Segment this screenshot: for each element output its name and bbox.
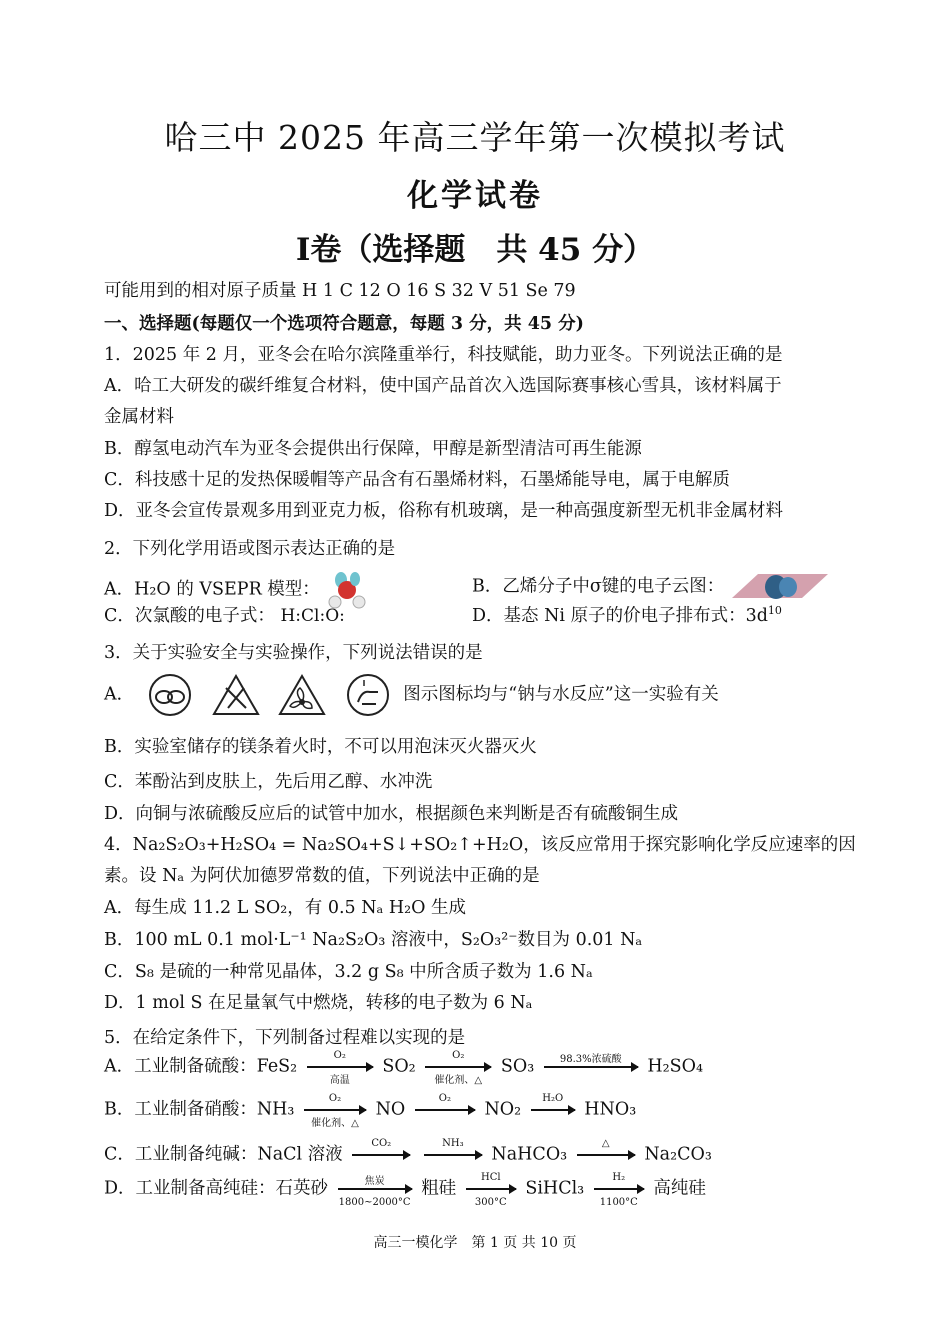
q5-option-a: A．工业制备硫酸：FeS₂ O₂ 高温 SO₂ O₂ 催化剂、△ SO₃ 98.3%浓硫酸 H₂SO₄	[104, 1050, 704, 1086]
q3-stem: 3．关于实验安全与实验操作，下列说法错误的是	[104, 643, 483, 663]
q5-option-b: B．工业制备硝酸：NH₃ O₂ 催化剂、△ NO O₂ NO₂ H₂O HNO₃	[104, 1093, 637, 1129]
arrow-icon	[304, 1109, 366, 1111]
q4-stem-cont: 素。设 Nₐ 为阿伏加德罗常数的值，下列说法中正确的是	[104, 866, 540, 886]
arrow-icon	[544, 1066, 638, 1068]
q3-option-a: A． 图示图标均与“钠与水反应”这一实验有关	[104, 672, 719, 718]
q1-stem: 1．2025 年 2 月，亚冬会在哈尔滨隆重举行，科技赋能，助力亚冬。下列说法正确的是	[104, 345, 783, 365]
arrow-icon	[352, 1154, 410, 1156]
q4-option-d: D．1 mol S 在足量氧气中燃烧，转移的电子数为 6 Nₐ	[104, 993, 533, 1013]
arrow-icon	[466, 1188, 516, 1190]
q4-option-b: B．100 mL 0.1 mol·L⁻¹ Na₂S₂O₃ 溶液中，S₂O₃²⁻数目为 0.01 Nₐ	[104, 930, 643, 950]
arrow-icon	[425, 1066, 491, 1068]
q2-stem: 2．下列化学用语或图示表达正确的是	[104, 539, 396, 559]
q4-option-c: C．S₈ 是硫的一种常见晶体，3.2 g S₈ 中所含质子数为 1.6 Nₐ	[104, 962, 593, 982]
q5-option-c: C．工业制备纯碱：NaCl 溶液 CO₂ NH₃ NaHCO₃ △ Na₂CO₃	[104, 1138, 712, 1165]
arrow-icon	[424, 1154, 482, 1156]
arrow-icon	[415, 1109, 475, 1111]
q3-option-c: C．苯酚沾到皮肤上，先后用乙醇、水冲洗	[104, 772, 433, 792]
wash-hands-icon	[342, 672, 394, 718]
q5-stem: 5．在给定条件下，下列制备过程难以实现的是	[104, 1028, 466, 1048]
q2-option-a: A．H₂O 的 VSEPR 模型：	[104, 570, 369, 610]
q3-option-b: B．实验室储存的镁条着火时，不可以用泡沫灭火器灭火	[104, 737, 537, 757]
page-footer: 高三一模化学 第 1 页 共 10 页	[373, 1235, 577, 1251]
q1-option-a: A．哈工大研发的碳纤维复合材料，使中国产品首次入选国际赛事核心雪具，该材料属于	[104, 376, 782, 396]
sharp-object-icon	[210, 672, 262, 718]
q1-option-a-cont: 金属材料	[104, 407, 174, 427]
q5-option-d: D．工业制备高纯硅：石英砂 焦炭 1800~2000°C 粗硅 HCl 300°C SiHCl₃ $\frac{\text{H₂}}{1100^\circ C}$ 高纯硅	[104, 1172, 706, 1208]
goggles-icon	[144, 672, 196, 718]
arrow-icon	[307, 1066, 373, 1068]
q2-option-b: B．乙烯分子中σ键的电子云图：	[472, 570, 830, 604]
safety-icons	[144, 672, 394, 718]
arrow-icon	[338, 1188, 412, 1190]
section-title: I卷（选择题 共 45 分）	[295, 232, 655, 268]
exam-title: 哈三中 2025 年高三学年第一次模拟考试	[164, 118, 786, 157]
arrow-icon	[577, 1154, 635, 1156]
arrow-icon	[594, 1188, 644, 1190]
sigma-bond-cloud-icon	[730, 570, 830, 604]
subject-title: 化学试卷	[407, 178, 543, 214]
q1-option-c: C．科技感十足的发热保暖帽等产品含有石墨烯材料，石墨烯能导电，属于电解质	[104, 470, 730, 490]
atomic-masses: 可能用到的相对原子质量 H 1 C 12 O 16 S 32 V 51 Se 79	[104, 281, 576, 301]
section-heading: 一、选择题(每题仅一个选项符合题意，每题 3 分，共 45 分)	[104, 314, 584, 334]
q4-option-a: A．每生成 11.2 L SO₂，有 0.5 Nₐ H₂O 生成	[104, 898, 467, 918]
arrow-icon	[531, 1109, 575, 1111]
q1-option-b: B．醇氢电动汽车为亚冬会提供出行保障，甲醇是新型清洁可再生能源	[104, 439, 642, 459]
q2-option-c: C．次氯酸的电子式： H:Cl:O:	[104, 606, 345, 626]
ventilation-icon	[276, 672, 328, 718]
q3-option-d: D．向铜与浓硫酸反应后的试管中加水，根据颜色来判断是否有硫酸铜生成	[104, 804, 679, 824]
q4-stem: 4．Na₂S₂O₃+H₂SO₄ = Na₂SO₄+S↓+SO₂↑+H₂O，该反应常用于探究影响化学反应速率的因	[104, 835, 856, 855]
q1-option-d: D．亚冬会宣传景观多用到亚克力板，俗称有机玻璃，是一种高强度新型无机非金属材料	[104, 501, 784, 521]
q2-option-d: D．基态 Ni 原子的价电子排布式：$3d^{10}$	[472, 604, 782, 626]
